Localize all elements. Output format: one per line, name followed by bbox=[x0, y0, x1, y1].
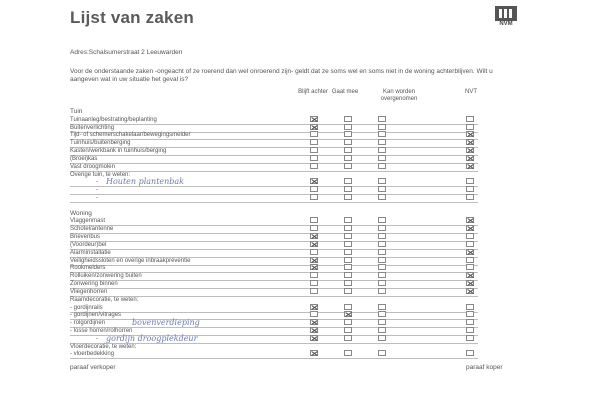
item-label: Brievenbus bbox=[70, 234, 101, 241]
checkbox-blijft-achter[interactable] bbox=[310, 264, 318, 270]
checkbox-gaat-mee[interactable] bbox=[344, 280, 352, 286]
handwritten-entry[interactable]: bovenverdieping bbox=[132, 318, 200, 328]
checkbox-nvt[interactable] bbox=[466, 139, 474, 145]
checkbox-gaat-mee[interactable] bbox=[344, 186, 352, 192]
item-label: - bbox=[96, 187, 98, 194]
checkbox-kan-worden-overgenomen[interactable] bbox=[378, 124, 386, 130]
checkbox-nvt[interactable] bbox=[466, 194, 474, 200]
page-title: Lijst van zaken bbox=[70, 8, 194, 27]
checkbox-blijft-achter[interactable] bbox=[310, 249, 318, 255]
item-label: Tijd- of schemerschakelaar/bewegingsmelder bbox=[70, 132, 191, 139]
checkbox-blijft-achter[interactable] bbox=[310, 304, 318, 310]
checkbox-nvt[interactable] bbox=[466, 116, 474, 122]
address-line: Adres:Schalsumerstraat 2 Leeuwarden bbox=[70, 49, 183, 56]
checkbox-kan-worden-overgenomen[interactable] bbox=[378, 288, 386, 294]
column-header-gaat-mee: Gaat mee bbox=[331, 89, 359, 95]
item-label: (Voordeur)bel bbox=[70, 241, 107, 248]
item-label: Tuin bbox=[70, 108, 83, 115]
checkbox-kan-worden-overgenomen[interactable] bbox=[378, 147, 386, 153]
column-header-kan-worden-overgenomen: Kan worden overgenomen bbox=[380, 89, 418, 102]
item-label: - bbox=[96, 179, 98, 186]
checkbox-kan-worden-overgenomen[interactable] bbox=[378, 319, 386, 325]
checkbox-gaat-mee[interactable] bbox=[344, 249, 352, 255]
checkbox-kan-worden-overgenomen[interactable] bbox=[378, 139, 386, 145]
checkbox-nvt[interactable] bbox=[466, 178, 474, 184]
list-item bbox=[70, 202, 478, 210]
checkbox-nvt[interactable] bbox=[466, 335, 474, 341]
section-heading bbox=[70, 210, 478, 218]
checkbox-blijft-achter[interactable] bbox=[310, 225, 318, 231]
checkbox-blijft-achter[interactable] bbox=[310, 131, 318, 137]
checkbox-nvt[interactable] bbox=[466, 147, 474, 153]
signature-buyer: paraaf koper bbox=[466, 364, 503, 371]
checkbox-kan-worden-overgenomen[interactable] bbox=[378, 194, 386, 200]
checkbox-gaat-mee[interactable] bbox=[344, 116, 352, 122]
checkbox-gaat-mee[interactable] bbox=[344, 304, 352, 310]
checkbox-gaat-mee[interactable] bbox=[344, 350, 352, 356]
checkbox-nvt[interactable] bbox=[466, 217, 474, 223]
item-label: Veiligheidssloten en overige inbraakpreventie bbox=[70, 257, 191, 264]
checkbox-gaat-mee[interactable] bbox=[344, 335, 352, 341]
checkbox-kan-worden-overgenomen[interactable] bbox=[378, 241, 386, 247]
item-label: Overige tuin, te weten: bbox=[70, 171, 131, 178]
checkbox-nvt[interactable] bbox=[466, 280, 474, 286]
item-label: Vast droogmolen bbox=[70, 163, 115, 170]
item-label: - gordijnen/vitrages bbox=[70, 312, 122, 319]
item-label: - vloerbedekking bbox=[70, 351, 115, 358]
checkbox-gaat-mee[interactable] bbox=[344, 155, 352, 161]
checkbox-gaat-mee[interactable] bbox=[344, 264, 352, 270]
checkbox-nvt[interactable] bbox=[466, 350, 474, 356]
list-item bbox=[70, 343, 478, 351]
checkbox-blijft-achter[interactable] bbox=[310, 327, 318, 333]
checkbox-blijft-achter[interactable] bbox=[310, 217, 318, 223]
checkbox-gaat-mee[interactable] bbox=[344, 311, 352, 317]
checkbox-nvt[interactable] bbox=[466, 272, 474, 278]
checkbox-gaat-mee[interactable] bbox=[344, 327, 352, 333]
checkbox-kan-worden-overgenomen[interactable] bbox=[378, 178, 386, 184]
checkbox-blijft-achter[interactable] bbox=[310, 124, 318, 130]
checkbox-blijft-achter[interactable] bbox=[310, 233, 318, 239]
item-label: - bbox=[96, 335, 98, 342]
item-label: Alarminstallatie bbox=[70, 249, 111, 256]
checkbox-blijft-achter[interactable] bbox=[310, 147, 318, 153]
item-label: - rolgordijnen bbox=[70, 320, 106, 327]
checkbox-kan-worden-overgenomen[interactable] bbox=[378, 327, 386, 333]
checkbox-gaat-mee[interactable] bbox=[344, 131, 352, 137]
checkbox-nvt[interactable] bbox=[466, 311, 474, 317]
item-label: - bbox=[96, 195, 98, 202]
item-label: Vlaggenmast bbox=[70, 218, 106, 225]
checkbox-nvt[interactable] bbox=[466, 186, 474, 192]
item-label: Rookmelders bbox=[70, 265, 106, 272]
item-label: Schotel/antenne bbox=[70, 226, 114, 233]
checkbox-kan-worden-overgenomen[interactable] bbox=[378, 116, 386, 122]
checkbox-gaat-mee[interactable] bbox=[344, 225, 352, 231]
intro-text: Voor de onderstaande zaken -ongeacht of ze roerend dan wel onroerend zijn- geldt dat ze soms wel en soms niet in de woning achterblijven. Wilt u aangeven wat in uw situatie het geval is? bbox=[70, 68, 493, 83]
checkbox-kan-worden-overgenomen[interactable] bbox=[378, 257, 386, 263]
checkbox-nvt[interactable] bbox=[466, 327, 474, 333]
checkbox-blijft-achter[interactable] bbox=[310, 280, 318, 286]
checkbox-gaat-mee[interactable] bbox=[344, 319, 352, 325]
checkbox-gaat-mee[interactable] bbox=[344, 257, 352, 263]
checkbox-kan-worden-overgenomen[interactable] bbox=[378, 131, 386, 137]
checkbox-blijft-achter[interactable] bbox=[310, 335, 318, 341]
checkbox-nvt[interactable] bbox=[466, 233, 474, 239]
item-label: Buitenverlichting bbox=[70, 124, 115, 131]
item-label: Raamdecoratie, te weten: bbox=[70, 296, 139, 303]
item-label: Kasten/werkbank in tuinhuis/berging bbox=[70, 148, 167, 155]
checkbox-kan-worden-overgenomen[interactable] bbox=[378, 233, 386, 239]
list-item bbox=[70, 350, 478, 359]
checkbox-gaat-mee[interactable] bbox=[344, 272, 352, 278]
column-header-blijft-achter: Blijft achter bbox=[298, 89, 328, 95]
checkbox-blijft-achter[interactable] bbox=[310, 241, 318, 247]
checkbox-kan-worden-overgenomen[interactable] bbox=[378, 280, 386, 286]
checkbox-blijft-achter[interactable] bbox=[310, 272, 318, 278]
item-label: Zonwering binnen bbox=[70, 281, 118, 288]
checkbox-gaat-mee[interactable] bbox=[344, 194, 352, 200]
checkbox-kan-worden-overgenomen[interactable] bbox=[378, 163, 386, 169]
handwritten-entry[interactable]: Houten plantenbak bbox=[106, 177, 185, 187]
item-label: Tuinaanleg/bestrating/beplanting bbox=[70, 116, 157, 123]
checkbox-gaat-mee[interactable] bbox=[344, 217, 352, 223]
item-label: - gordijnrails bbox=[70, 304, 103, 311]
checkbox-nvt[interactable] bbox=[466, 249, 474, 255]
list-item bbox=[70, 296, 478, 304]
checkbox-gaat-mee[interactable] bbox=[344, 124, 352, 130]
checkbox-blijft-achter[interactable] bbox=[310, 257, 318, 263]
checkbox-kan-worden-overgenomen[interactable] bbox=[378, 155, 386, 161]
checkbox-blijft-achter[interactable] bbox=[310, 319, 318, 325]
checkbox-kan-worden-overgenomen[interactable] bbox=[378, 311, 386, 317]
checkbox-nvt[interactable] bbox=[466, 155, 474, 161]
logo-text: NVM bbox=[499, 21, 513, 27]
checkbox-blijft-achter[interactable] bbox=[310, 350, 318, 356]
checkbox-nvt[interactable] bbox=[466, 264, 474, 270]
checkbox-blijft-achter[interactable] bbox=[310, 163, 318, 169]
handwritten-entry[interactable]: gordijn droogplekdeur bbox=[106, 333, 198, 343]
column-header-nvt: NVT bbox=[465, 89, 477, 95]
checkbox-blijft-achter[interactable] bbox=[310, 288, 318, 294]
checkbox-gaat-mee[interactable] bbox=[344, 288, 352, 294]
checkbox-kan-worden-overgenomen[interactable] bbox=[378, 217, 386, 223]
checkbox-kan-worden-overgenomen[interactable] bbox=[378, 264, 386, 270]
checkbox-kan-worden-overgenomen[interactable] bbox=[378, 304, 386, 310]
item-label: Woning bbox=[70, 209, 92, 217]
checkbox-gaat-mee[interactable] bbox=[344, 178, 352, 184]
checkbox-kan-worden-overgenomen[interactable] bbox=[378, 249, 386, 255]
item-label: - losse horren/rolhorren bbox=[70, 327, 133, 334]
checkbox-kan-worden-overgenomen[interactable] bbox=[378, 272, 386, 278]
checkbox-gaat-mee[interactable] bbox=[344, 241, 352, 247]
checkbox-kan-worden-overgenomen[interactable] bbox=[378, 335, 386, 341]
section-heading bbox=[70, 108, 478, 116]
item-label: Vloerdecoratie, te weten: bbox=[70, 343, 137, 350]
checkbox-nvt[interactable] bbox=[466, 124, 474, 130]
checkbox-blijft-achter[interactable] bbox=[310, 186, 318, 192]
item-label: Tuinhuis/buitenberging bbox=[70, 140, 131, 147]
checkbox-nvt[interactable] bbox=[466, 241, 474, 247]
checkbox-nvt[interactable] bbox=[466, 131, 474, 137]
checkbox-nvt[interactable] bbox=[466, 288, 474, 294]
checkbox-blijft-achter[interactable] bbox=[310, 139, 318, 145]
checkbox-nvt[interactable] bbox=[466, 257, 474, 263]
checkbox-blijft-achter[interactable] bbox=[310, 178, 318, 184]
checkbox-kan-worden-overgenomen[interactable] bbox=[378, 186, 386, 192]
checkbox-blijft-achter[interactable] bbox=[310, 311, 318, 317]
checkbox-kan-worden-overgenomen[interactable] bbox=[378, 225, 386, 231]
checkbox-blijft-achter[interactable] bbox=[310, 116, 318, 122]
checkbox-gaat-mee[interactable] bbox=[344, 139, 352, 145]
checkbox-gaat-mee[interactable] bbox=[344, 147, 352, 153]
checkbox-nvt[interactable] bbox=[466, 304, 474, 310]
checkbox-blijft-achter[interactable] bbox=[310, 194, 318, 200]
checkbox-nvt[interactable] bbox=[466, 225, 474, 231]
signature-seller: paraaf verkoper bbox=[70, 364, 116, 371]
checkbox-blijft-achter[interactable] bbox=[310, 155, 318, 161]
item-label: (Broei)kas bbox=[70, 155, 98, 162]
checkbox-nvt[interactable] bbox=[466, 163, 474, 169]
item-label: Rolluiken/zonwering buiten bbox=[70, 273, 142, 280]
checkbox-gaat-mee[interactable] bbox=[344, 233, 352, 239]
nvm-logo bbox=[492, 6, 520, 28]
checkbox-gaat-mee[interactable] bbox=[344, 163, 352, 169]
item-label: Vliegenhorren bbox=[70, 288, 108, 295]
checkbox-kan-worden-overgenomen[interactable] bbox=[378, 350, 386, 356]
checkbox-nvt[interactable] bbox=[466, 319, 474, 325]
